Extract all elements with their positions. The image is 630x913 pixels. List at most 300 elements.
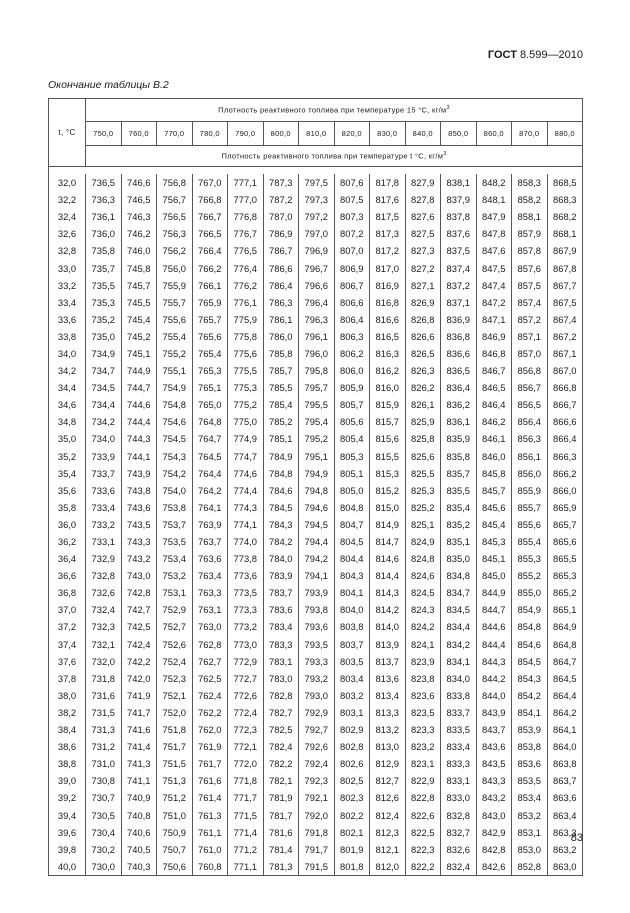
density-column-header: 790,0 — [228, 122, 264, 146]
density-cell: 817,5 — [370, 208, 406, 225]
density-cell: 857,0 — [512, 345, 548, 362]
density-cell: 772,9 — [228, 653, 264, 670]
density-cell: 867,8 — [547, 259, 583, 276]
density-cell: 857,9 — [512, 225, 548, 242]
density-cell: 761,0 — [192, 841, 228, 858]
density-cell: 857,2 — [512, 311, 548, 328]
density-cell: 813,9 — [370, 636, 406, 653]
density-column-header: 850,0 — [441, 122, 477, 146]
density-cell: 742,5 — [121, 618, 157, 635]
density-cell: 864,1 — [547, 721, 583, 738]
density-cell: 746,5 — [121, 191, 157, 208]
density-cell: 761,1 — [192, 824, 228, 841]
density-cell: 730,5 — [86, 806, 122, 823]
page-number: 83 — [570, 832, 583, 844]
bottom-group-header: Плотность реактивного топлива при температуре t °С, $кг/м^3$ — [86, 146, 583, 167]
density-cell: 731,0 — [86, 755, 122, 772]
density-cell: 847,2 — [476, 294, 512, 311]
density-cell: 731,2 — [86, 738, 122, 755]
density-cell: 782,2 — [263, 755, 299, 772]
density-cell: 837,2 — [441, 277, 477, 294]
density-cell: 771,7 — [228, 789, 264, 806]
density-cell: 783,3 — [263, 636, 299, 653]
density-cell: 745,4 — [121, 311, 157, 328]
density-cell: 804,7 — [334, 516, 370, 533]
density-cell: 774,7 — [228, 448, 264, 465]
density-cell: 866,8 — [547, 379, 583, 396]
density-cell: 773,3 — [228, 601, 264, 618]
density-cell: 807,6 — [334, 174, 370, 191]
density-cell: 735,5 — [86, 277, 122, 294]
density-cell: 813,4 — [370, 687, 406, 704]
density-cell: 785,2 — [263, 413, 299, 430]
density-cell: 858,3 — [512, 174, 548, 191]
density-cell: 735,0 — [86, 328, 122, 345]
density-cell: 846,4 — [476, 396, 512, 413]
density-cell: 823,1 — [405, 755, 441, 772]
density-cell: 755,7 — [157, 294, 193, 311]
density-cell: 787,2 — [263, 191, 299, 208]
density-cell: 794,4 — [299, 533, 335, 550]
density-cell: 761,6 — [192, 772, 228, 789]
density-cell: 806,3 — [334, 328, 370, 345]
density-cell: 771,5 — [228, 806, 264, 823]
density-cell: 868,1 — [547, 225, 583, 242]
density-table — [48, 98, 583, 876]
temperature-cell: 35,8 — [49, 499, 86, 516]
density-cell: 817,0 — [370, 259, 406, 276]
density-cell: 772,7 — [228, 670, 264, 687]
density-cell: 842,8 — [476, 841, 512, 858]
density-cell: 833,1 — [441, 772, 477, 789]
density-cell: 834,5 — [441, 601, 477, 618]
table-caption: Окончание таблицы В.2 — [48, 79, 169, 91]
table-body — [49, 174, 583, 875]
density-cell: 845,7 — [476, 482, 512, 499]
density-cell: 834,1 — [441, 653, 477, 670]
density-cell: 793,0 — [299, 687, 335, 704]
density-cell: 815,0 — [370, 499, 406, 516]
density-cell: 853,9 — [512, 721, 548, 738]
density-cell: 732,4 — [86, 601, 122, 618]
density-cell: 857,6 — [512, 259, 548, 276]
density-cell: 812,0 — [370, 858, 406, 876]
density-cell: 813,2 — [370, 721, 406, 738]
density-cell: 855,3 — [512, 550, 548, 567]
density-cell: 740,8 — [121, 806, 157, 823]
density-cell: 784,2 — [263, 533, 299, 550]
density-cell: 765,6 — [192, 328, 228, 345]
density-cell: 814,4 — [370, 567, 406, 584]
density-cell: 863,4 — [547, 806, 583, 823]
density-cell: 857,1 — [512, 328, 548, 345]
density-cell: 817,8 — [370, 174, 406, 191]
density-cell: 816,2 — [370, 362, 406, 379]
density-cell: 844,0 — [476, 687, 512, 704]
density-cell: 742,0 — [121, 670, 157, 687]
density-cell: 816,0 — [370, 379, 406, 396]
density-cell: 817,3 — [370, 225, 406, 242]
density-cell: 795,8 — [299, 362, 335, 379]
table-row — [49, 465, 583, 482]
table-row — [49, 636, 583, 653]
density-cell: 827,5 — [405, 225, 441, 242]
density-cell: 815,3 — [370, 465, 406, 482]
density-cell: 755,9 — [157, 277, 193, 294]
density-cell: 802,9 — [334, 721, 370, 738]
density-cell: 805,9 — [334, 379, 370, 396]
density-cell: 763,4 — [192, 567, 228, 584]
density-cell: 734,7 — [86, 362, 122, 379]
density-cell: 856,8 — [512, 362, 548, 379]
density-cell: 801,8 — [334, 858, 370, 876]
density-cell: 858,2 — [512, 191, 548, 208]
density-cell: 844,4 — [476, 636, 512, 653]
temperature-cell: 36,4 — [49, 550, 86, 567]
density-cell: 827,1 — [405, 277, 441, 294]
density-cell: 753,2 — [157, 567, 193, 584]
density-cell: 746,0 — [121, 242, 157, 259]
density-cell: 865,7 — [547, 516, 583, 533]
density-cell: 806,9 — [334, 259, 370, 276]
density-cell: 855,7 — [512, 499, 548, 516]
density-cell: 784,5 — [263, 499, 299, 516]
density-cell: 833,3 — [441, 755, 477, 772]
density-cell: 848,2 — [476, 174, 512, 191]
density-cell: 802,8 — [334, 738, 370, 755]
density-cell: 867,9 — [547, 242, 583, 259]
density-cell: 834,8 — [441, 567, 477, 584]
density-cell: 803,2 — [334, 687, 370, 704]
temperature-cell: 35,0 — [49, 430, 86, 447]
density-cell: 794,1 — [299, 567, 335, 584]
density-cell: 814,9 — [370, 516, 406, 533]
temperature-cell: 32,0 — [49, 174, 86, 191]
density-cell: 833,7 — [441, 704, 477, 721]
density-cell: 796,7 — [299, 259, 335, 276]
density-cell: 753,4 — [157, 550, 193, 567]
density-cell: 762,0 — [192, 721, 228, 738]
top-group-header: Плотность реактивного топлива при температуре 15 °С, $кг/м^3$ — [86, 99, 583, 122]
density-cell: 856,5 — [512, 396, 548, 413]
density-cell: 752,3 — [157, 670, 193, 687]
temperature-cell: 34,2 — [49, 362, 86, 379]
table-row — [49, 601, 583, 618]
density-cell: 755,2 — [157, 345, 193, 362]
density-cell: 736,3 — [86, 191, 122, 208]
density-cell: 852,8 — [512, 858, 548, 876]
density-cell: 783,4 — [263, 618, 299, 635]
density-cell: 774,9 — [228, 430, 264, 447]
density-cell: 745,8 — [121, 259, 157, 276]
density-cell: 782,8 — [263, 687, 299, 704]
density-cell: 796,1 — [299, 328, 335, 345]
density-cell: 863,7 — [547, 772, 583, 789]
density-cell: 784,3 — [263, 516, 299, 533]
density-cell: 825,8 — [405, 430, 441, 447]
density-cell: 797,5 — [299, 174, 335, 191]
density-cell: 784,9 — [263, 448, 299, 465]
density-cell: 765,3 — [192, 362, 228, 379]
temperature-cell: 37,2 — [49, 618, 86, 635]
density-cell: 783,7 — [263, 584, 299, 601]
density-cell: 836,2 — [441, 396, 477, 413]
density-cell: 814,2 — [370, 601, 406, 618]
density-cell: 853,6 — [512, 755, 548, 772]
density-cell: 754,6 — [157, 413, 193, 430]
density-cell: 822,2 — [405, 858, 441, 876]
density-cell: 797,0 — [299, 225, 335, 242]
density-cell: 865,6 — [547, 533, 583, 550]
temperature-cell: 32,2 — [49, 191, 86, 208]
density-cell: 740,5 — [121, 841, 157, 858]
density-cell: 785,8 — [263, 345, 299, 362]
density-cell: 813,6 — [370, 670, 406, 687]
density-cell: 853,4 — [512, 789, 548, 806]
density-cell: 745,5 — [121, 294, 157, 311]
density-cell: 813,0 — [370, 738, 406, 755]
density-cell: 743,6 — [121, 499, 157, 516]
density-cell: 804,3 — [334, 567, 370, 584]
density-cell: 786,4 — [263, 277, 299, 294]
density-cell: 806,0 — [334, 362, 370, 379]
table-row — [49, 499, 583, 516]
density-cell: 785,7 — [263, 362, 299, 379]
density-cell: 865,9 — [547, 499, 583, 516]
temperature-cell: 32,4 — [49, 208, 86, 225]
density-cell: 865,2 — [547, 584, 583, 601]
density-cell: 787,0 — [263, 208, 299, 225]
density-cell: 844,3 — [476, 653, 512, 670]
density-cell: 824,8 — [405, 550, 441, 567]
density-cell: 812,1 — [370, 841, 406, 858]
density-cell: 812,4 — [370, 806, 406, 823]
density-cell: 741,1 — [121, 772, 157, 789]
density-cell: 843,6 — [476, 738, 512, 755]
density-cell: 856,1 — [512, 448, 548, 465]
density-cell: 743,9 — [121, 465, 157, 482]
density-cell: 846,1 — [476, 430, 512, 447]
density-cell: 775,5 — [228, 362, 264, 379]
temperature-cell: 38,2 — [49, 704, 86, 721]
density-column-header: 760,0 — [121, 122, 157, 146]
density-cell: 832,7 — [441, 824, 477, 841]
density-cell: 864,2 — [547, 704, 583, 721]
density-cell: 771,8 — [228, 772, 264, 789]
density-cell: 744,1 — [121, 448, 157, 465]
density-cell: 866,6 — [547, 413, 583, 430]
density-cell: 807,3 — [334, 208, 370, 225]
density-cell: 834,7 — [441, 584, 477, 601]
density-cell: 825,5 — [405, 465, 441, 482]
density-cell: 837,5 — [441, 242, 477, 259]
density-cell: 825,9 — [405, 413, 441, 430]
density-cell: 756,2 — [157, 242, 193, 259]
density-cell: 773,8 — [228, 550, 264, 567]
density-cell: 803,7 — [334, 636, 370, 653]
density-cell: 754,8 — [157, 396, 193, 413]
table-row — [49, 430, 583, 447]
density-cell: 837,1 — [441, 294, 477, 311]
density-cell: 804,1 — [334, 584, 370, 601]
density-cell: 792,1 — [299, 789, 335, 806]
density-cell: 741,4 — [121, 738, 157, 755]
density-cell: 843,0 — [476, 806, 512, 823]
density-cell: 763,1 — [192, 601, 228, 618]
density-cell: 744,4 — [121, 413, 157, 430]
density-cell: 843,3 — [476, 772, 512, 789]
density-cell: 763,7 — [192, 533, 228, 550]
density-cell: 774,6 — [228, 465, 264, 482]
density-cell: 776,4 — [228, 259, 264, 276]
density-cell: 753,1 — [157, 584, 193, 601]
density-cell: 837,9 — [441, 191, 477, 208]
density-cell: 775,6 — [228, 345, 264, 362]
density-cell: 783,1 — [263, 653, 299, 670]
density-cell: 814,7 — [370, 533, 406, 550]
density-cell: 751,7 — [157, 738, 193, 755]
density-cell: 802,1 — [334, 824, 370, 841]
density-column-header: 800,0 — [263, 122, 299, 146]
density-cell: 781,7 — [263, 806, 299, 823]
table-row — [49, 396, 583, 413]
density-cell: 772,6 — [228, 687, 264, 704]
density-cell: 763,3 — [192, 584, 228, 601]
density-cell: 764,2 — [192, 482, 228, 499]
density-cell: 832,8 — [441, 806, 477, 823]
density-cell: 785,5 — [263, 379, 299, 396]
density-cell: 867,7 — [547, 277, 583, 294]
density-cell: 866,3 — [547, 448, 583, 465]
density-cell: 792,6 — [299, 738, 335, 755]
density-cell: 856,4 — [512, 413, 548, 430]
density-cell: 806,4 — [334, 311, 370, 328]
density-cell: 843,2 — [476, 789, 512, 806]
density-cell: 836,8 — [441, 328, 477, 345]
density-cell: 804,0 — [334, 601, 370, 618]
density-cell: 767,0 — [192, 174, 228, 191]
density-cell: 762,4 — [192, 687, 228, 704]
table-row — [49, 567, 583, 584]
density-cell: 735,3 — [86, 294, 122, 311]
density-cell: 855,6 — [512, 516, 548, 533]
density-cell: 847,4 — [476, 277, 512, 294]
density-cell: 786,1 — [263, 311, 299, 328]
density-cell: 835,4 — [441, 499, 477, 516]
temperature-cell: 38,0 — [49, 687, 86, 704]
density-cell: 835,8 — [441, 448, 477, 465]
density-cell: 766,4 — [192, 242, 228, 259]
density-cell: 806,6 — [334, 294, 370, 311]
density-cell: 742,8 — [121, 584, 157, 601]
density-cell: 731,3 — [86, 721, 122, 738]
density-cell: 771,4 — [228, 824, 264, 841]
density-cell: 796,9 — [299, 242, 335, 259]
density-cell: 794,5 — [299, 516, 335, 533]
density-cell: 816,8 — [370, 294, 406, 311]
density-cell: 775,2 — [228, 396, 264, 413]
density-cell: 827,6 — [405, 208, 441, 225]
density-cell: 762,2 — [192, 704, 228, 721]
density-cell: 761,3 — [192, 806, 228, 823]
table-row — [49, 841, 583, 858]
density-cell: 733,2 — [86, 516, 122, 533]
density-cell: 754,2 — [157, 465, 193, 482]
density-cell: 732,9 — [86, 550, 122, 567]
density-cell: 773,6 — [228, 567, 264, 584]
density-cell: 731,6 — [86, 687, 122, 704]
density-cell: 764,8 — [192, 413, 228, 430]
density-cell: 742,2 — [121, 653, 157, 670]
density-cell: 751,2 — [157, 789, 193, 806]
density-cell: 857,4 — [512, 294, 548, 311]
density-cell: 864,9 — [547, 618, 583, 635]
density-cell: 791,8 — [299, 824, 335, 841]
table-row — [49, 191, 583, 208]
density-cell: 816,6 — [370, 311, 406, 328]
density-column-header: 840,0 — [405, 122, 441, 146]
density-cell: 847,8 — [476, 225, 512, 242]
density-cell: 824,3 — [405, 601, 441, 618]
density-cell: 836,9 — [441, 311, 477, 328]
density-cell: 782,7 — [263, 704, 299, 721]
density-cell: 761,9 — [192, 738, 228, 755]
density-cell: 734,4 — [86, 396, 122, 413]
density-cell: 824,6 — [405, 567, 441, 584]
density-cell: 730,2 — [86, 841, 122, 858]
density-cell: 801,9 — [334, 841, 370, 858]
density-cell: 817,6 — [370, 191, 406, 208]
temperature-cell: 33,8 — [49, 328, 86, 345]
table-row — [49, 789, 583, 806]
density-cell: 781,6 — [263, 824, 299, 841]
density-cell: 743,3 — [121, 533, 157, 550]
density-cell: 792,4 — [299, 755, 335, 772]
density-cell: 786,6 — [263, 259, 299, 276]
density-cell: 806,7 — [334, 277, 370, 294]
density-cell: 867,0 — [547, 362, 583, 379]
density-cell: 792,7 — [299, 721, 335, 738]
density-cell: 824,5 — [405, 584, 441, 601]
density-cell: 781,3 — [263, 858, 299, 876]
density-cell: 772,1 — [228, 738, 264, 755]
temperature-cell: 36,8 — [49, 584, 86, 601]
density-cell: 786,3 — [263, 294, 299, 311]
density-cell: 822,6 — [405, 806, 441, 823]
density-cell: 802,5 — [334, 772, 370, 789]
table-row — [49, 704, 583, 721]
density-cell: 744,6 — [121, 396, 157, 413]
density-cell: 857,5 — [512, 277, 548, 294]
density-cell: 734,0 — [86, 430, 122, 447]
density-cell: 843,9 — [476, 704, 512, 721]
table-row — [49, 294, 583, 311]
density-cell: 765,4 — [192, 345, 228, 362]
density-cell: 865,3 — [547, 567, 583, 584]
density-cell: 816,5 — [370, 328, 406, 345]
density-cell: 756,7 — [157, 191, 193, 208]
density-cell: 750,7 — [157, 841, 193, 858]
density-column-header: 880,0 — [547, 122, 583, 146]
density-cell: 866,7 — [547, 396, 583, 413]
temperature-column-header: t, °C — [49, 99, 86, 167]
table-row — [49, 687, 583, 704]
density-cell: 865,5 — [547, 550, 583, 567]
density-cell: 793,9 — [299, 584, 335, 601]
table-row — [49, 584, 583, 601]
density-cell: 867,1 — [547, 345, 583, 362]
density-cell: 751,3 — [157, 772, 193, 789]
